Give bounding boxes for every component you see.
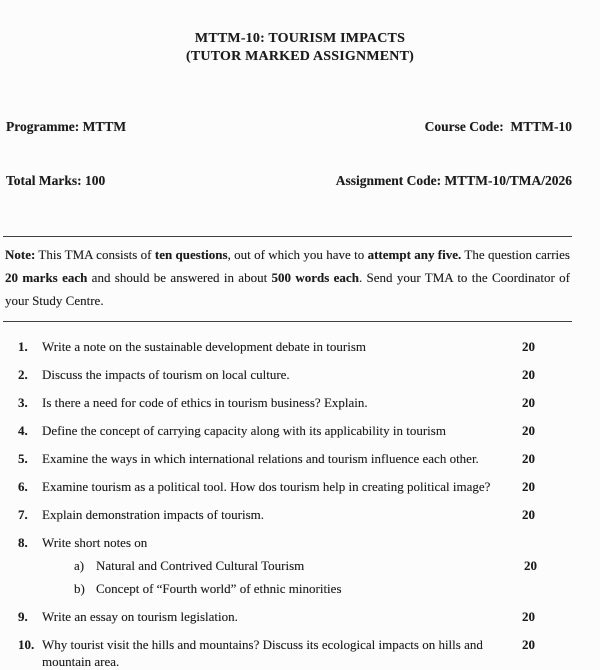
question-number: 7.: [18, 507, 28, 522]
question-number: 9.: [18, 609, 28, 624]
question-block: [0, 506, 600, 523]
question-block: [0, 450, 600, 467]
document-title: MTTM-10: TOURISM IMPACTS: [194, 31, 406, 46]
note-bold-segment: ten questions: [154, 247, 228, 262]
question-text: Write a note on the sustainable development debate in tourism: [42, 339, 367, 354]
assignment-code-line: Assignment Code: MTTM-10/TMA/2026: [335, 173, 572, 188]
note-bold-segment: Note:: [5, 247, 36, 262]
question-block: [0, 366, 600, 383]
question-marks: 20: [522, 479, 535, 494]
questions-list: [0, 338, 600, 670]
question-row: [0, 366, 600, 383]
question-number: 10.: [18, 637, 35, 652]
question-number: 4.: [18, 423, 28, 438]
question-text: Examine the ways in which international relations and tourism influence each other.: [42, 451, 479, 466]
question-number: 6.: [18, 479, 28, 494]
question-row: [0, 478, 600, 495]
subitem-marks: [524, 580, 554, 597]
question-text: Write an essay on tourism legislation.: [42, 609, 238, 624]
question-number: 5.: [18, 451, 28, 466]
assignment-document: [0, 30, 600, 669]
question-text: Write short notes on: [42, 535, 148, 550]
question-block: [0, 608, 600, 625]
question-marks: 20: [522, 339, 535, 354]
subitem-marks: 20: [524, 558, 537, 573]
question-row: [0, 506, 600, 523]
question-block: [0, 338, 600, 355]
question-row: [0, 534, 600, 551]
question-block: [0, 422, 600, 439]
question-number: 1.: [18, 339, 28, 354]
total-marks-line: Total Marks: 100: [6, 173, 106, 188]
question-marks: 20: [522, 395, 535, 410]
question-number: 3.: [18, 395, 28, 410]
question-marks: [522, 534, 552, 551]
question-marks: 20: [522, 609, 535, 624]
question-block: [0, 636, 600, 670]
question-row: [0, 636, 600, 670]
document-subtitle: (TUTOR MARKED ASSIGNMENT): [186, 49, 414, 64]
meta-section: [6, 82, 572, 226]
note-section: [3, 236, 572, 322]
question-row: [0, 422, 600, 439]
note-segment: , out of which you have to: [227, 247, 368, 262]
question-text: Why tourist visit the hills and mountains? Discuss its ecological impacts on hills and mountain area.: [42, 637, 487, 669]
note-bold-segment: attempt any five.: [367, 247, 462, 262]
question-text: Explain demonstration impacts of tourism.: [42, 507, 265, 522]
note-segment: and should be answered in about: [87, 270, 272, 285]
question-subitem: [0, 557, 600, 574]
question-marks: 20: [522, 367, 535, 382]
question-marks: 20: [522, 637, 535, 652]
document-header: [0, 30, 600, 66]
meta-right-column: [336, 82, 572, 226]
subitem-text: Concept of “Fourth world” of ethnic minorities: [96, 581, 342, 596]
question-row: [0, 450, 600, 467]
question-block: [0, 394, 600, 411]
question-text: Is there a need for code of ethics in tourism business? Explain.: [42, 395, 368, 410]
question-number: 8.: [18, 535, 28, 550]
question-marks: 20: [522, 423, 535, 438]
question-text: Discuss the impacts of tourism on local culture.: [42, 367, 290, 382]
question-row: [0, 338, 600, 355]
note-segment: This TMA consists of: [35, 247, 155, 262]
note-bold-segment: 500 words each: [271, 270, 359, 285]
question-row: [0, 608, 600, 625]
question-marks: 20: [522, 451, 535, 466]
question-block: [0, 478, 600, 495]
question-text: Define the concept of carrying capacity along with its applicability in tourism: [42, 423, 446, 438]
subitem-label: b): [74, 581, 85, 596]
programme-line: Programme: MTTM: [6, 119, 127, 134]
question-subitem: [0, 580, 600, 597]
course-code-line: Course Code: MTTM-10: [424, 119, 572, 134]
question-marks: 20: [522, 507, 535, 522]
question-text: Examine tourism as a political tool. How dos tourism help in creating political image?: [42, 479, 491, 494]
subitem-label: a): [74, 558, 85, 573]
subitem-text: Natural and Contrived Cultural Tourism: [96, 558, 305, 573]
question-row: [0, 394, 600, 411]
note-segment: . Send your TMA to the Coordinator of your Study Centre.: [5, 270, 574, 308]
meta-left-column: [6, 82, 126, 226]
note-segment: The question carries: [461, 247, 574, 262]
note-bold-segment: 20 marks each: [5, 270, 88, 285]
question-block: [0, 534, 600, 597]
question-number: 2.: [18, 367, 28, 382]
